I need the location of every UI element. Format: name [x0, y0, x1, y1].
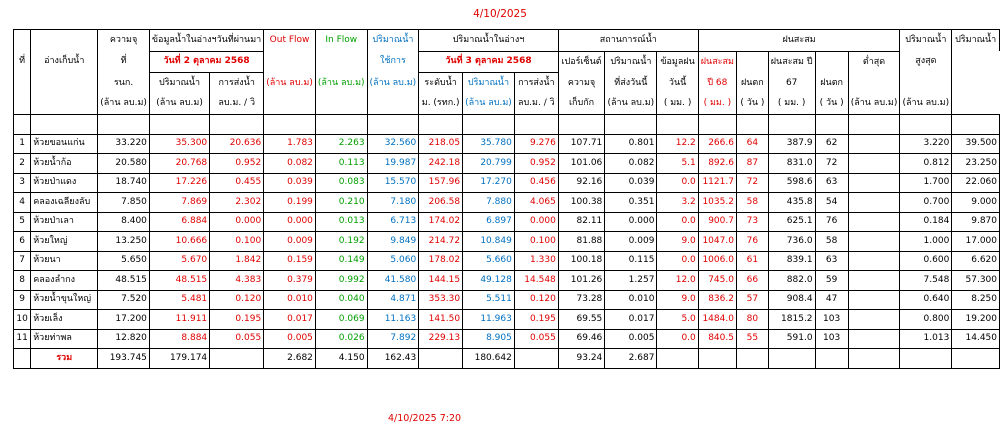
row-number: 7	[14, 251, 31, 271]
current-release: 0.000	[514, 212, 558, 232]
current-volume: 20.799	[463, 154, 515, 174]
min-volume: 0.640	[900, 290, 952, 310]
max-volume: 14.450	[952, 329, 1000, 349]
inflow-value: 2.263	[315, 134, 367, 154]
current-release: 9.276	[514, 134, 558, 154]
percent-capacity: 100.38	[558, 193, 604, 213]
usable-volume: 4.871	[367, 290, 419, 310]
rain-days-2568: 58	[736, 193, 768, 213]
rain-2567: 882.0	[768, 271, 815, 291]
total-capacity: 193.745	[98, 349, 150, 369]
usable-volume: 5.060	[367, 251, 419, 271]
inflow-value: 0.992	[315, 271, 367, 291]
current-release: 14.548	[514, 271, 558, 291]
usable-volume: 7.892	[367, 329, 419, 349]
max-volume: 23.250	[952, 154, 1000, 174]
usable-volume: 7.180	[367, 193, 419, 213]
rain-2567: 736.0	[768, 232, 815, 252]
header-row-3: รนก. ปริมาณน้ำ การส่งน้ำ (ล้าน ลบ.ม) (ล้าน ลบ.ม) (ล้าน ลบ.ม) ระดับน้ำ ปริมาณน้ำ การส่งน้ำ ความจุ ที่ส่งวันนี้ วันนี้ ปี 68 ฝนตก 67 ฝนตก	[14, 73, 1000, 94]
rain-2568: 266.6	[698, 134, 736, 154]
min-volume: 1.013	[900, 329, 952, 349]
row-spacer	[848, 329, 900, 349]
prev-release: 0.100	[210, 232, 264, 252]
inflow-value: 0.013	[315, 212, 367, 232]
row-number: 5	[14, 212, 31, 232]
min-volume: 0.184	[900, 212, 952, 232]
reservoir-name: ห้วยท่าพล	[31, 329, 98, 349]
capacity-value: 12.820	[98, 329, 150, 349]
table-row	[14, 173, 1000, 193]
usable-volume: 19.987	[367, 154, 419, 174]
row-number: 6	[14, 232, 31, 252]
water-level: 178.02	[419, 251, 463, 271]
inflow-value: 0.026	[315, 329, 367, 349]
current-release: 4.065	[514, 193, 558, 213]
row-spacer	[848, 271, 900, 291]
current-volume: 7.880	[463, 193, 515, 213]
row-number: 3	[14, 173, 31, 193]
water-level: 242.18	[419, 154, 463, 174]
current-release: 0.195	[514, 310, 558, 330]
rain-2568: 840.5	[698, 329, 736, 349]
reservoir-name: ห้วยขอนแก่น	[31, 134, 98, 154]
rain-2567: 435.8	[768, 193, 815, 213]
current-release: 1.330	[514, 251, 558, 271]
rain-2567: 625.1	[768, 212, 815, 232]
rain-days-2567: 103	[815, 329, 848, 349]
sent-today: 0.000	[605, 212, 657, 232]
inflow-value: 0.210	[315, 193, 367, 213]
rain-today: 0.0	[657, 212, 698, 232]
current-group-header: ปริมาณน้ำในอ่างฯ	[419, 30, 559, 52]
rain-2568: 1121.7	[698, 173, 736, 193]
current-volume: 17.270	[463, 173, 515, 193]
capacity-value: 17.200	[98, 310, 150, 330]
current-volume: 5.660	[463, 251, 515, 271]
reservoir-name: ห้วยนา	[31, 251, 98, 271]
current-release: 0.055	[514, 329, 558, 349]
max-volume: 9.000	[952, 193, 1000, 213]
current-volume: 10.849	[463, 232, 515, 252]
current-release: 0.100	[514, 232, 558, 252]
water-level: 144.15	[419, 271, 463, 291]
water-level: 157.96	[419, 173, 463, 193]
prev-release: 0.000	[210, 212, 264, 232]
row-spacer	[848, 251, 900, 271]
table-row	[14, 134, 1000, 154]
table-row	[14, 193, 1000, 213]
rain-today: 9.0	[657, 290, 698, 310]
capacity-value: 33.220	[98, 134, 150, 154]
rain-2568: 900.7	[698, 212, 736, 232]
prev-volume: 5.670	[149, 251, 209, 271]
status-group-header: สถานการณ์น้ำ	[558, 30, 698, 52]
rain-days-2568: 73	[736, 212, 768, 232]
reservoir-name: ห้วยเล็ง	[31, 310, 98, 330]
total-inflow: 4.150	[315, 349, 367, 369]
rain-2568: 1047.0	[698, 232, 736, 252]
reservoir-name: ห้วยใหญ่	[31, 232, 98, 252]
row-number: 8	[14, 271, 31, 291]
total-row	[14, 349, 1000, 369]
row-spacer	[848, 310, 900, 330]
max-volume: 9.870	[952, 212, 1000, 232]
row-spacer	[848, 193, 900, 213]
usable-volume: 6.713	[367, 212, 419, 232]
rain-days-2568: 87	[736, 154, 768, 174]
reservoir-name: ห้วยป่าแดง	[31, 173, 98, 193]
max-volume: 17.000	[952, 232, 1000, 252]
row-number: 4	[14, 193, 31, 213]
prev-volume: 7.869	[149, 193, 209, 213]
row-spacer	[848, 290, 900, 310]
outflow-value: 0.010	[264, 290, 316, 310]
current-volume: 49.128	[463, 271, 515, 291]
total-current-volume: 180.642	[463, 349, 515, 369]
percent-capacity: 73.28	[558, 290, 604, 310]
table-row	[14, 290, 1000, 310]
usable-volume: 15.570	[367, 173, 419, 193]
total-usable: 162.43	[367, 349, 419, 369]
header-row-4: (ล้าน ลบ.ม) (ล้าน ลบ.ม) ลบ.ม. / วิ ม. (รทก.) (ล้าน ลบ.ม) ลบ.ม. / วิ เก็บกัก (ล้าน ลบ.ม) ( มม. ) ( มม. ) ( วัน ) ( มม. ) ( วัน ) (ล้าน ลบ.ม) (ล้าน ลบ.ม)	[14, 94, 1000, 115]
rain-today: 12.2	[657, 134, 698, 154]
capacity-value: 7.520	[98, 290, 150, 310]
rain-days-2568: 55	[736, 329, 768, 349]
rain-2567: 908.4	[768, 290, 815, 310]
spacer-row	[14, 115, 1000, 135]
capacity-value: 18.740	[98, 173, 150, 193]
sent-today: 0.082	[605, 154, 657, 174]
rain-2567: 598.6	[768, 173, 815, 193]
outflow-value: 0.199	[264, 193, 316, 213]
rain-days-2567: 54	[815, 193, 848, 213]
rain-today: 0.0	[657, 173, 698, 193]
rain-days-2568: 57	[736, 290, 768, 310]
sent-today: 0.801	[605, 134, 657, 154]
rain-days-2567: 47	[815, 290, 848, 310]
inflow-value: 0.113	[315, 154, 367, 174]
sent-today: 0.009	[605, 232, 657, 252]
table-row	[14, 271, 1000, 291]
percent-capacity: 69.46	[558, 329, 604, 349]
rain-days-2567: 63	[815, 173, 848, 193]
max-volume: 19.200	[952, 310, 1000, 330]
total-outflow: 2.682	[264, 349, 316, 369]
current-volume: 8.905	[463, 329, 515, 349]
outflow-value: 0.159	[264, 251, 316, 271]
current-volume: 11.963	[463, 310, 515, 330]
reservoir-name: ห้วยป่าเลา	[31, 212, 98, 232]
header-row-2: ที่ อ่างเก็บน้ำ ที่ วันที่ 2 ตุลาคม 2568 ใช้การ วันที่ 3 ตุลาคม 2568 เปอร์เซ็นต์ ปริมาณน้ำ ข้อมูลฝน ฝนสะสม ฝนสะสม ปี ต่ำสุด สูงสุด	[14, 51, 1000, 73]
rain-group-header: ฝนสะสม	[698, 30, 900, 52]
sent-today: 0.005	[605, 329, 657, 349]
outflow-value: 0.039	[264, 173, 316, 193]
rain-2568: 745.0	[698, 271, 736, 291]
rain-today: 5.1	[657, 154, 698, 174]
min-volume: 0.800	[900, 310, 952, 330]
min-volume: 7.548	[900, 271, 952, 291]
reservoir-table	[13, 29, 1000, 369]
percent-capacity: 92.16	[558, 173, 604, 193]
table-row	[14, 154, 1000, 174]
reservoir-name: คลองเฉลียงลับ	[31, 193, 98, 213]
rain-today: 9.0	[657, 232, 698, 252]
sent-today: 0.115	[605, 251, 657, 271]
capacity-value: 8.400	[98, 212, 150, 232]
min-volume: 1.000	[900, 232, 952, 252]
row-spacer	[848, 232, 900, 252]
footer-timestamp: 4/10/2025 7:20	[388, 413, 462, 424]
rain-days-2568: 66	[736, 271, 768, 291]
outflow-value: 0.379	[264, 271, 316, 291]
min-volume: 0.700	[900, 193, 952, 213]
rain-days-2567: 63	[815, 251, 848, 271]
usable-volume: 11.163	[367, 310, 419, 330]
row-number: 1	[14, 134, 31, 154]
rain-2568: 1484.0	[698, 310, 736, 330]
prev-volume: 20.768	[149, 154, 209, 174]
total-prev-volume: 179.174	[149, 349, 209, 369]
outflow-value: 0.082	[264, 154, 316, 174]
prev-date: วันที่ 2 ตุลาคม 2568	[149, 51, 263, 73]
report-date: 4/10/2025	[473, 8, 527, 20]
rain-2568: 1006.0	[698, 251, 736, 271]
row-spacer	[848, 134, 900, 154]
max-volume: 39.500	[952, 134, 1000, 154]
water-level: 206.58	[419, 193, 463, 213]
rain-days-2568: 64	[736, 134, 768, 154]
max-volume: 8.250	[952, 290, 1000, 310]
prev-release: 0.120	[210, 290, 264, 310]
prev-release: 1.842	[210, 251, 264, 271]
inflow-value: 0.083	[315, 173, 367, 193]
percent-capacity: 101.06	[558, 154, 604, 174]
percent-capacity: 82.11	[558, 212, 604, 232]
prev-volume: 17.226	[149, 173, 209, 193]
rain-days-2568: 61	[736, 251, 768, 271]
sent-today: 0.351	[605, 193, 657, 213]
rain-today: 3.2	[657, 193, 698, 213]
rain-days-2567: 59	[815, 271, 848, 291]
row-number: 9	[14, 290, 31, 310]
water-level: 353.30	[419, 290, 463, 310]
capacity-value: 13.250	[98, 232, 150, 252]
capacity-value: 20.580	[98, 154, 150, 174]
inflow-value: 0.192	[315, 232, 367, 252]
current-volume: 35.780	[463, 134, 515, 154]
percent-capacity: 107.71	[558, 134, 604, 154]
rain-days-2568: 72	[736, 173, 768, 193]
current-volume: 6.897	[463, 212, 515, 232]
usable-volume: 41.580	[367, 271, 419, 291]
water-level: 141.50	[419, 310, 463, 330]
prev-volume: 11.911	[149, 310, 209, 330]
prev-release: 2.302	[210, 193, 264, 213]
prev-volume: 6.884	[149, 212, 209, 232]
capacity-value: 7.850	[98, 193, 150, 213]
prev-volume: 48.515	[149, 271, 209, 291]
prev-release: 0.195	[210, 310, 264, 330]
prev-volume: 8.884	[149, 329, 209, 349]
row-number: 11	[14, 329, 31, 349]
total-label: รวม	[31, 349, 98, 369]
outflow-value: 0.009	[264, 232, 316, 252]
prev-volume: 10.666	[149, 232, 209, 252]
prev-volume: 5.481	[149, 290, 209, 310]
row-spacer	[848, 173, 900, 193]
rain-days-2567: 58	[815, 232, 848, 252]
rain-today: 5.0	[657, 310, 698, 330]
prev-release: 20.636	[210, 134, 264, 154]
min-volume: 1.700	[900, 173, 952, 193]
rain-days-2568: 76	[736, 232, 768, 252]
rain-2567: 591.0	[768, 329, 815, 349]
current-release: 0.120	[514, 290, 558, 310]
inflow-value: 0.040	[315, 290, 367, 310]
rain-2567: 387.9	[768, 134, 815, 154]
rain-2567: 1815.2	[768, 310, 815, 330]
header-row-1: ความจุ ข้อมูลน้ำในอ่างฯวันที่ผ่านมา Out Flow In Flow ปริมาณน้ำ ปริมาณน้ำในอ่างฯ สถานการณ์น้ำ ฝนสะสม ปริมาณน้ำ ปริมาณน้ำ	[14, 30, 1000, 52]
water-level: 214.72	[419, 232, 463, 252]
outflow-value: 1.783	[264, 134, 316, 154]
rain-days-2568: 80	[736, 310, 768, 330]
reservoir-name: ห้วยน้ำขุนใหญ่	[31, 290, 98, 310]
sent-today: 0.039	[605, 173, 657, 193]
sent-today: 0.017	[605, 310, 657, 330]
table-row	[14, 212, 1000, 232]
prev-release: 0.055	[210, 329, 264, 349]
table-row	[14, 232, 1000, 252]
reservoir-name: คลองลำกง	[31, 271, 98, 291]
rain-today: 12.0	[657, 271, 698, 291]
capacity-value: 5.650	[98, 251, 150, 271]
water-level: 218.05	[419, 134, 463, 154]
max-volume: 57.300	[952, 271, 1000, 291]
prev-volume: 35.300	[149, 134, 209, 154]
max-volume: 22.060	[952, 173, 1000, 193]
row-spacer	[848, 154, 900, 174]
sent-today: 1.257	[605, 271, 657, 291]
row-spacer	[848, 212, 900, 232]
table-row	[14, 329, 1000, 349]
usable-volume: 9.849	[367, 232, 419, 252]
usable-volume: 32.560	[367, 134, 419, 154]
rain-2567: 839.1	[768, 251, 815, 271]
rain-2568: 892.6	[698, 154, 736, 174]
rain-days-2567: 103	[815, 310, 848, 330]
min-volume: 3.220	[900, 134, 952, 154]
current-release: 0.456	[514, 173, 558, 193]
reservoir-name: ห้วยน้ำก้อ	[31, 154, 98, 174]
data-rows	[14, 134, 1000, 349]
rain-days-2567: 72	[815, 154, 848, 174]
sent-today: 0.010	[605, 290, 657, 310]
inflow-value: 0.069	[315, 310, 367, 330]
outflow-value: 0.005	[264, 329, 316, 349]
table-row	[14, 310, 1000, 330]
max-volume: 6.620	[952, 251, 1000, 271]
water-level: 229.13	[419, 329, 463, 349]
rain-today: 0.0	[657, 251, 698, 271]
rain-2567: 831.0	[768, 154, 815, 174]
outflow-value: 0.017	[264, 310, 316, 330]
rain-2568: 1035.2	[698, 193, 736, 213]
outflow-value: 0.000	[264, 212, 316, 232]
water-level: 174.02	[419, 212, 463, 232]
rain-days-2567: 76	[815, 212, 848, 232]
min-volume: 0.600	[900, 251, 952, 271]
min-volume: 0.812	[900, 154, 952, 174]
prev-release: 4.383	[210, 271, 264, 291]
rain-days-2567: 62	[815, 134, 848, 154]
total-sent-today: 2.687	[605, 349, 657, 369]
percent-capacity: 81.88	[558, 232, 604, 252]
table-row	[14, 251, 1000, 271]
capacity-value: 48.515	[98, 271, 150, 291]
percent-capacity: 69.55	[558, 310, 604, 330]
current-release: 0.952	[514, 154, 558, 174]
inflow-value: 0.149	[315, 251, 367, 271]
current-date: วันที่ 3 ตุลาคม 2568	[419, 51, 559, 73]
row-number: 2	[14, 154, 31, 174]
rain-2568: 836.2	[698, 290, 736, 310]
prev-release: 0.455	[210, 173, 264, 193]
current-volume: 5.511	[463, 290, 515, 310]
prev-release: 0.952	[210, 154, 264, 174]
percent-capacity: 101.26	[558, 271, 604, 291]
rain-today: 0.0	[657, 329, 698, 349]
prev-group-header: ข้อมูลน้ำในอ่างฯวันที่ผ่านมา	[149, 30, 263, 52]
total-percent: 93.24	[558, 349, 604, 369]
row-number: 10	[14, 310, 31, 330]
percent-capacity: 100.18	[558, 251, 604, 271]
